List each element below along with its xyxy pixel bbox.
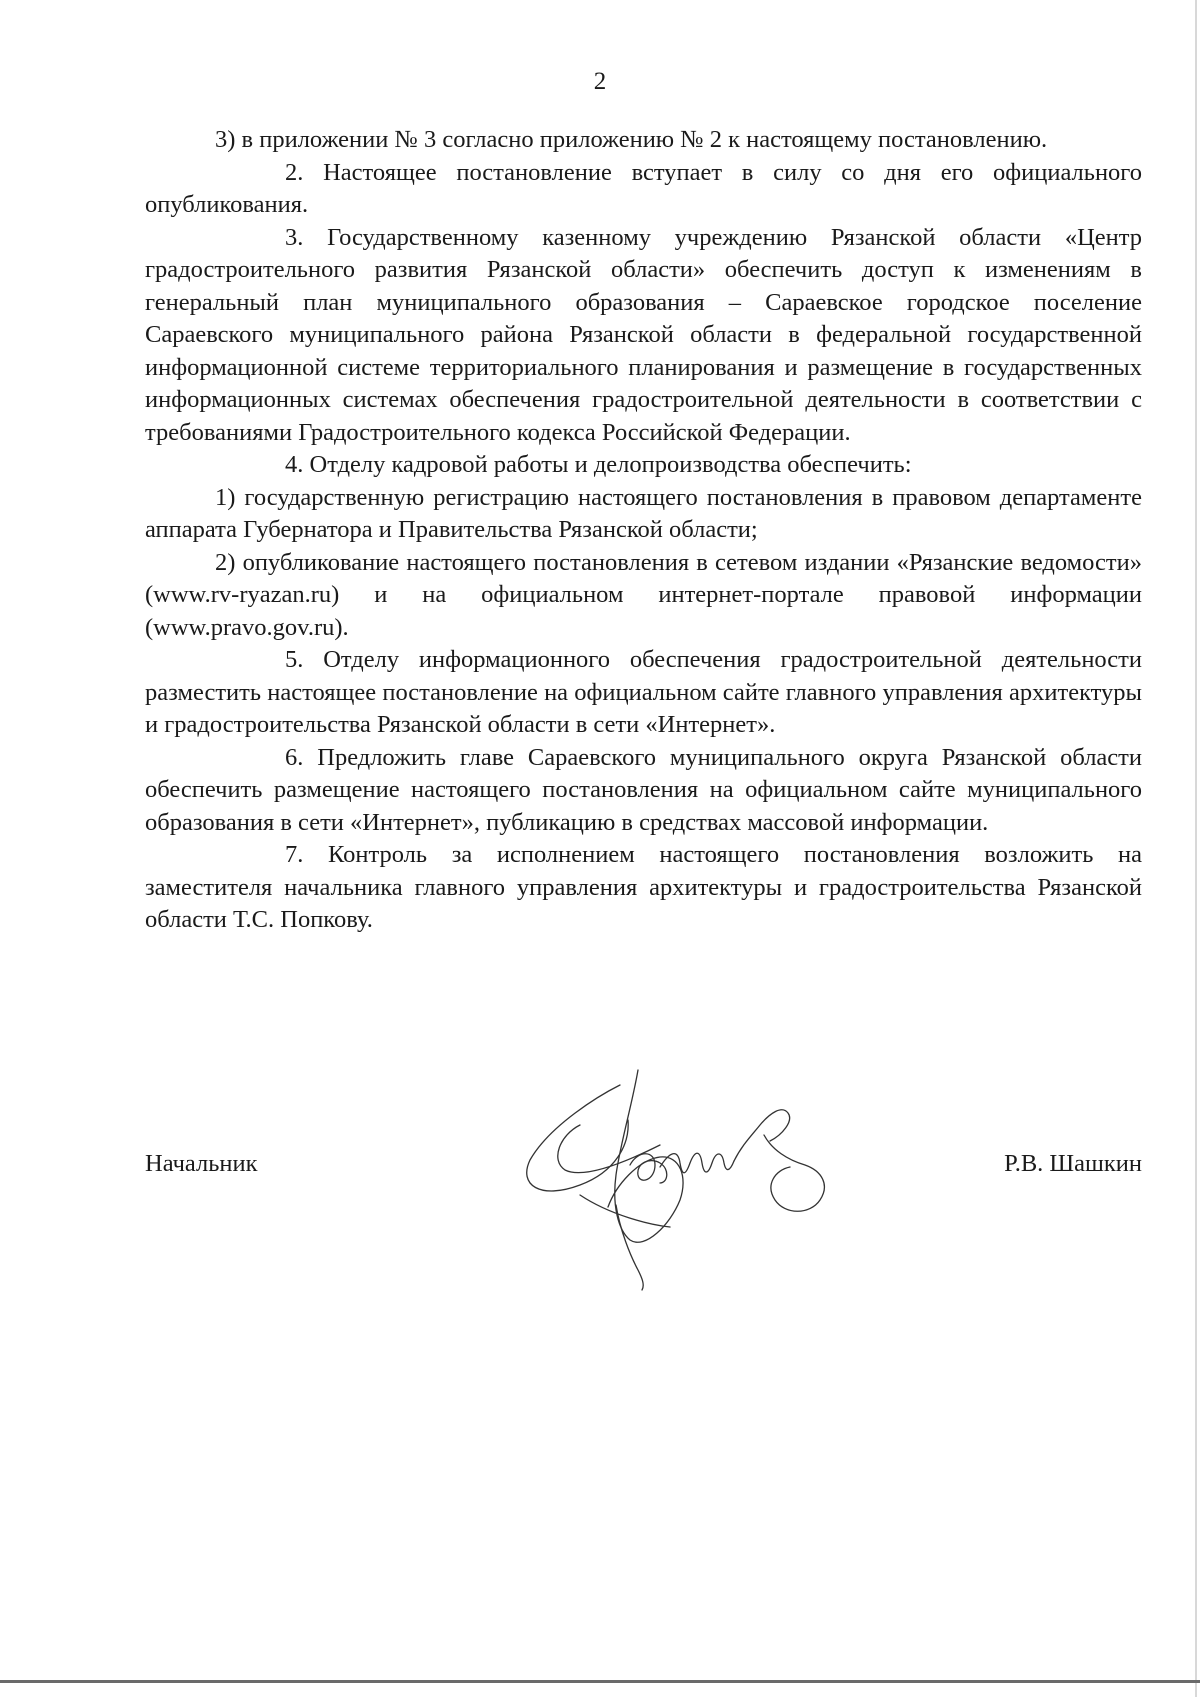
signer-position: Начальник bbox=[145, 1150, 258, 1177]
document-body bbox=[145, 124, 1142, 937]
paragraph-annex-3 bbox=[145, 124, 1142, 157]
paragraph-number: 5. bbox=[285, 646, 304, 673]
paragraph-number: 3. bbox=[285, 223, 304, 251]
paragraph-item-5 bbox=[145, 644, 1142, 742]
paragraph-text: Настоящее постановление вступает в силу со дня его официального опубликования. bbox=[145, 158, 1142, 218]
paragraph-subitem-1 bbox=[145, 482, 1142, 547]
paragraph-text: 2) опубликование настоящего постановления в сетевом издании «Рязанские ведомости» (www.rv-ryazan.ru) и на официальном интернет-портале правовой информации (www.pravo.gov.ru). bbox=[145, 548, 1142, 641]
scan-bottom-edge bbox=[0, 1680, 1200, 1683]
paragraph-text: Отделу информационного обеспечения градостроительной деятельности разместить настоящее постановление на официальном сайте главного управления архитектуры и градостроительства Рязанской области в сети «Интернет». bbox=[145, 646, 1142, 738]
paragraph-item-6 bbox=[145, 742, 1142, 840]
paragraph-item-3 bbox=[145, 222, 1142, 450]
paragraph-text: Предложить главе Сараевского муниципального округа Рязанской области обеспечить размещение настоящего постановления на официальном сайте муниципального образования в сети «Интернет», публикацию в средствах массовой информации. bbox=[145, 743, 1142, 836]
paragraph-text: Контроль за исполнением настоящего постановления возложить на заместителя начальника главного управления архитектуры и градостроительства Рязанской области Т.С. Попкову. bbox=[145, 841, 1143, 933]
page-number: 2 bbox=[593, 68, 607, 95]
paragraph-item-2 bbox=[145, 157, 1142, 222]
page-edge-shadow bbox=[1195, 0, 1197, 1697]
signature-block bbox=[145, 1150, 1142, 1190]
paragraph-number: 2. bbox=[285, 158, 304, 186]
paragraph-number: 7. bbox=[285, 841, 304, 868]
paragraph-text: 3) в приложении № 3 согласно приложению № 2 к настоящему постановлению. bbox=[215, 126, 1048, 153]
paragraph-text: Государственному казенному учреждению Рязанской области «Центр градостроительного развития Рязанской области» обеспечить доступ к изменениям в генеральный план муниципального образования – Сараевское городское поселение Сараевского муниципального района Рязанской области в федеральной государственной информационной системе территориального планирования и размещение в государственных информационных системах обеспечения градостроительной деятельности в соответствии с требованиями Градостроительного кодекса Российской Федерации. bbox=[145, 223, 1143, 446]
paragraph-number: 4. bbox=[285, 451, 304, 478]
paragraph-subitem-2 bbox=[145, 547, 1142, 645]
paragraph-item-7 bbox=[145, 839, 1142, 937]
paragraph-number: 6. bbox=[285, 743, 304, 771]
paragraph-text: Отделу кадровой работы и делопроизводства обеспечить: bbox=[309, 451, 912, 478]
paragraph-item-4 bbox=[145, 449, 1142, 482]
signer-name: Р.В. Шашкин bbox=[1004, 1150, 1142, 1177]
paragraph-text: 1) государственную регистрацию настоящего постановления в правовом департаменте аппарата Губернатора и Правительства Рязанской области; bbox=[145, 483, 1142, 543]
